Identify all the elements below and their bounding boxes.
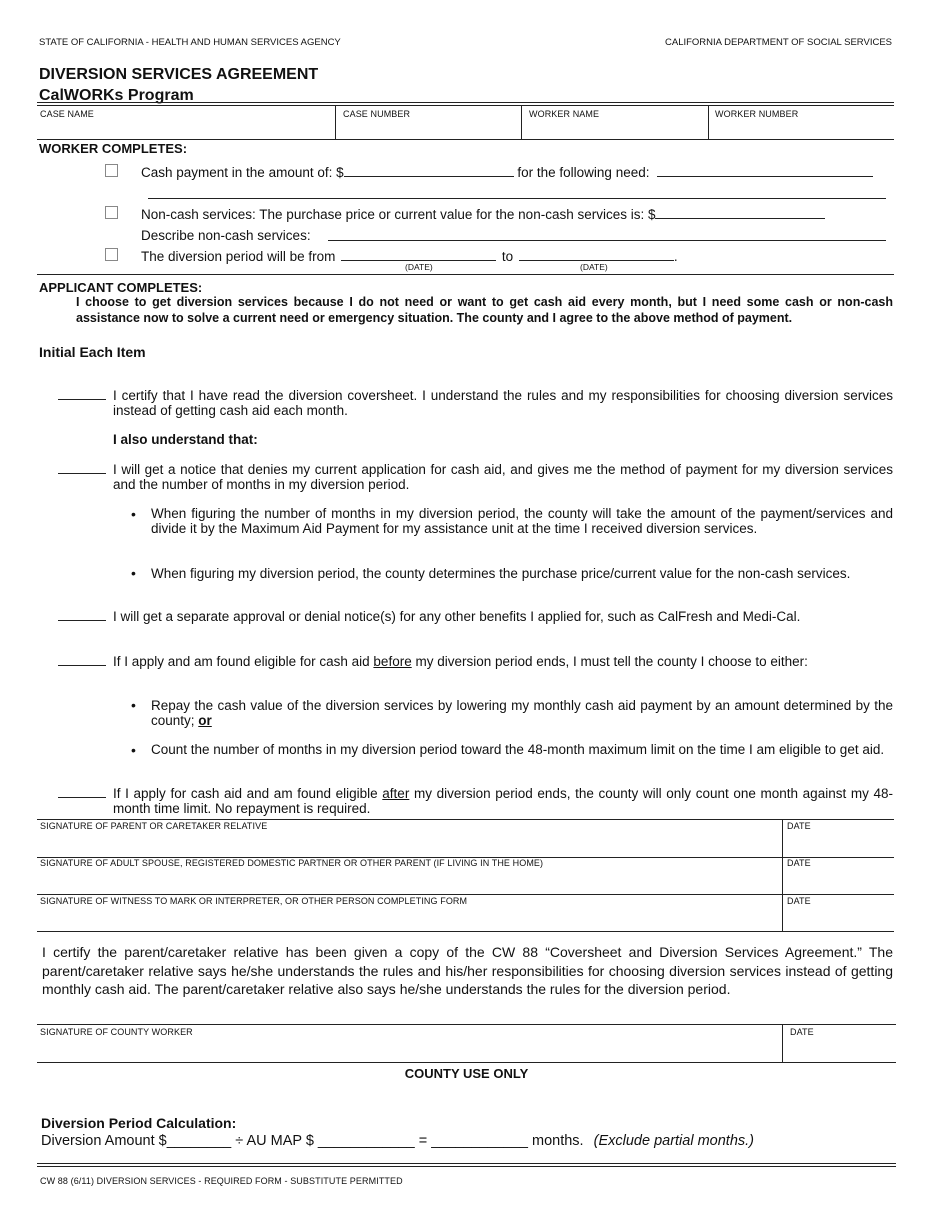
applicant-statement: I choose to get diversion services because I do not need or want to get cash aid every month, but I need some cash or non-cash assistance now to solve a current need or emergency situation. The county and I agree to the above method of payment. [76,295,893,325]
separate-notice-item: I will get a separate approval or denial notice(s) for any other benefits I applied for, such as CalFresh and Medi-Cal. [113,609,801,624]
worker-signature-date-divider [782,1024,783,1062]
bullet-1-marker: • [131,506,136,522]
noncash-line [141,206,825,222]
form-subtitle: CalWORKs Program [39,87,194,104]
case-number-field[interactable]: CASE NUMBER [343,109,411,119]
witness-signature-date-field[interactable]: DATE [787,896,811,906]
before-underlined: before [373,654,412,669]
county-worker-date-field[interactable]: DATE [790,1027,814,1037]
notice-item: I will get a notice that denies my current application for cash aid, and gives me the method of payment for my diversion services and the number of months in my diversion period. [113,462,893,492]
parent-signature-date-field[interactable]: DATE [787,821,811,831]
applicant-section-heading: APPLICANT COMPLETES: [39,280,203,295]
before-text-a: If I apply and am found eligible for cash aid [113,654,374,669]
also-understand-heading: I also understand that: [113,432,258,447]
bullet-3-text [151,698,893,728]
footer-rule-2 [37,1166,896,1167]
noncash-label: Non-cash services: The purchase price or current value for the non-cash services is: $ [141,207,656,222]
after-underlined: after [382,786,410,801]
period-checkbox[interactable] [105,248,118,261]
worker-signature-box-top [37,1024,896,1025]
department-label: CALIFORNIA DEPARTMENT OF SOCIAL SERVICES [665,37,892,48]
describe-noncash-blank[interactable] [328,240,886,241]
cash-payment-checkbox[interactable] [105,164,118,177]
bullet-3-or: or [198,713,212,728]
worker-number-field[interactable]: WORKER NUMBER [715,109,799,119]
signature-divider-2 [37,894,894,895]
spouse-signature-field[interactable]: SIGNATURE OF ADULT SPOUSE, REGISTERED DOMESTIC PARTNER OR OTHER PARENT (IF LIVING IN THE HOME) [40,858,544,868]
initial-blank-before[interactable] [58,665,106,666]
signature-box-top [37,819,894,820]
case-divider-1 [335,105,336,139]
case-divider-3 [708,105,709,139]
cash-amount-blank[interactable] [344,164,514,177]
after-text-a: If I apply for cash aid and am found eligible [113,786,383,801]
bullet-4-text: Count the number of months in my diversion period toward the 48-month maximum limit on the time I am eligible to get aid. [151,742,885,757]
worker-section-divider [37,274,894,275]
diversion-calc-line [41,1133,754,1149]
noncash-checkbox[interactable] [105,206,118,219]
parent-signature-field[interactable]: SIGNATURE OF PARENT OR CARETAKER RELATIVE [40,821,268,831]
diversion-calc-formula[interactable]: Diversion Amount $________ ÷ AU MAP $ ____________ = ____________ months. [41,1133,584,1149]
cash-need-continuation-line[interactable] [148,198,886,199]
case-box-bottom-border [37,139,894,140]
case-box-top-border [37,102,894,103]
period-start-date-blank[interactable] [341,248,496,261]
cash-payment-line [141,164,886,180]
cash-payment-label: Cash payment in the amount of: $ [141,165,344,180]
cash-need-blank[interactable] [657,164,873,177]
bullet-4-marker: • [131,742,136,758]
bullet-3-main: Repay the cash value of the diversion services by lowering my monthly cash aid payment by an amount determined by the county; [151,698,893,728]
cash-need-label: for the following need: [517,165,650,180]
initial-blank-certify[interactable] [58,399,106,400]
worker-signature-box-bottom [37,1062,896,1063]
describe-noncash-label: Describe non-cash services: [141,228,311,243]
before-text-b: my diversion period ends, I must tell the county I choose to either: [411,654,808,669]
period-from-label: The diversion period will be from [141,249,336,264]
agency-label: STATE OF CALIFORNIA - HEALTH AND HUMAN SERVICES AGENCY [39,37,341,48]
spouse-signature-date-field[interactable]: DATE [787,858,811,868]
county-use-only-heading: COUNTY USE ONLY [404,1066,529,1081]
after-text-b: my diversion period ends, the county will only count one month against my 48-month time limit. No repayment is required. [113,786,893,816]
signature-date-divider [782,819,783,931]
signature-box-bottom [37,931,894,932]
footer-rule-1 [37,1163,896,1164]
bullet-2-text: When figuring my diversion period, the county determines the purchase price/current value for the non-cash services. [151,566,851,581]
case-name-field[interactable]: CASE NAME [40,109,94,119]
initial-each-item-heading: Initial Each Item [39,344,146,360]
form-title: DIVERSION SERVICES AGREEMENT [39,66,319,83]
worker-name-field[interactable]: WORKER NAME [529,109,600,119]
initial-blank-separate[interactable] [58,620,106,621]
initial-blank-after[interactable] [58,797,106,798]
witness-signature-field[interactable]: SIGNATURE OF WITNESS TO MARK OR INTERPRETER, OR OTHER PERSON COMPLETING FORM [40,896,468,906]
exclude-partial-note: (Exclude partial months.) [593,1133,754,1149]
worker-certification-text: I certify the parent/caretaker relative has been given a copy of the CW 88 “Coversheet and Diversion Services Agreement.” The parent/caretaker relative says he/she understands the rules and his/her responsibilities for choosing diversion services instead of getting monthly cash aid. The parent/caretaker relative also says he/she understands the rules for the diversion period. [42,944,893,997]
bullet-2-marker: • [131,565,136,581]
county-worker-signature-field[interactable]: SIGNATURE OF COUNTY WORKER [40,1027,193,1037]
period-to-label: to [501,249,514,264]
case-divider-2 [521,105,522,139]
period-end-dot: . [673,249,678,264]
end-date-caption: (DATE) [580,262,608,272]
bullet-3-marker: • [131,697,136,713]
case-box-top-border-2 [37,105,894,106]
after-item [113,786,893,816]
noncash-amount-blank[interactable] [655,206,825,219]
before-item [113,654,893,669]
bullet-1-text: When figuring the number of months in my diversion period, the county will take the amount of the payment/services and divide it by the Maximum Aid Payment for my assistance unit at the time I received diversion services. [151,506,893,536]
start-date-caption: (DATE) [405,262,433,272]
period-end-date-blank[interactable] [519,248,674,261]
diversion-calc-heading: Diversion Period Calculation: [41,1115,237,1131]
certify-item: I certify that I have read the diversion coversheet. I understand the rules and my responsibilities for choosing diversion services instead of getting cash aid each month. [113,388,893,418]
initial-blank-notice[interactable] [58,473,106,474]
worker-section-heading: WORKER COMPLETES: [39,141,188,156]
form-footer: CW 88 (6/11) DIVERSION SERVICES - REQUIRED FORM - SUBSTITUTE PERMITTED [40,1176,403,1186]
